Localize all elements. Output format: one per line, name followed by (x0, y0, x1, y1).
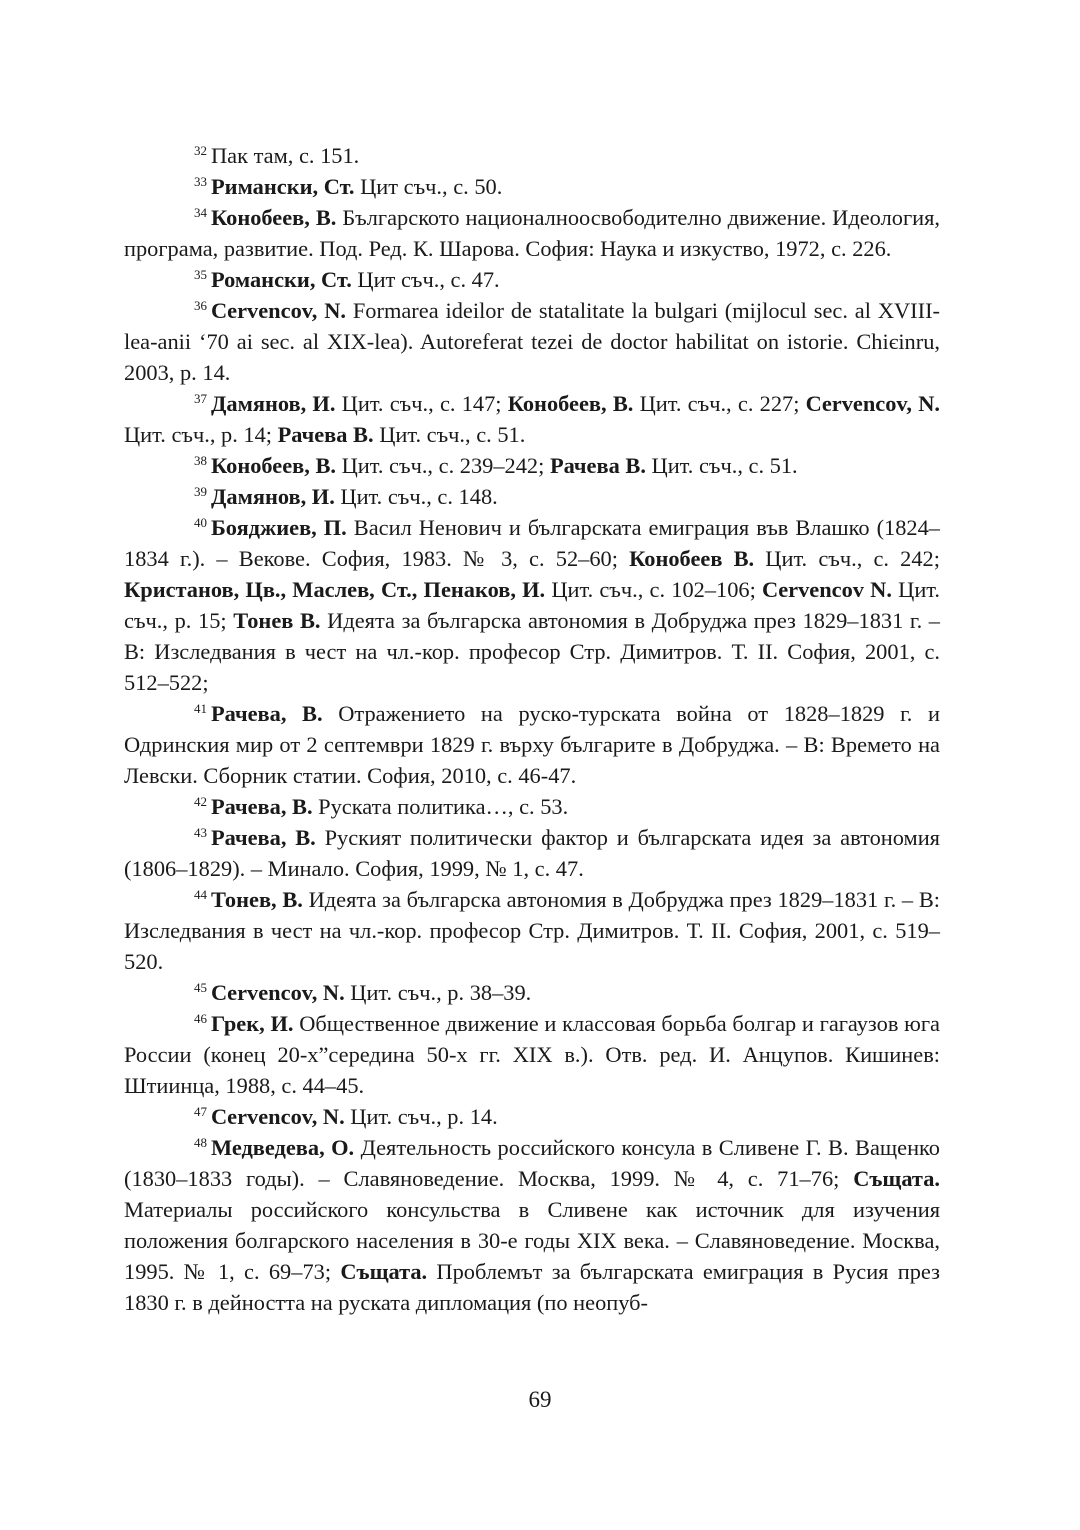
footnote-text: Цит. съч., с. 227; (633, 391, 806, 416)
footnote-number: 44 (194, 887, 207, 902)
footnote-text: Цит. съч., с. 51. (373, 422, 526, 447)
footnote-number: 32 (194, 143, 207, 158)
footnote-text: Цит. съч., с. 102–106; (545, 577, 763, 602)
footnote-number: 34 (194, 205, 207, 220)
footnote-number: 40 (194, 515, 207, 530)
footnote-author: Грек, И. (211, 1011, 294, 1036)
footnote-45 (124, 977, 940, 1008)
footnote-text: Руският политически фактор и българската идея за автономия (1806–1829). – Минало. София, 1999, № 1, с. 47. (124, 825, 940, 881)
footnote-number: 43 (194, 825, 207, 840)
footnote-author: Същата. (853, 1166, 940, 1191)
footnote-text: Formarea ideilor de statalitate la bulgari (mijlocul sec. al XVIII-lea-anii ‘70 ai sec. al XIX-lea). Autoreferat tezei de doctor habilitat on istorie. Chiєinru, 2003, p. 14. (124, 298, 940, 385)
footnote-number: 39 (194, 484, 207, 499)
footnote-number: 42 (194, 794, 207, 809)
footnote-text: Деятельность российского консула в Сливене Г. В. Ващенко (1830–1833 годы). – Славяноведение. Москва, 1999. № 4, с. 71–76; (124, 1135, 940, 1191)
footnote-text: Идеята за българска автономия в Добруджа през 1829–1831 г. – В: Изследвания в чест на чл.-кор. професор Стр. Димитров. Т. II. София, 2001, с. 512–522; (124, 608, 941, 695)
footnote-author: Рачева В. (549, 453, 646, 478)
footnote-author: Медведева, О. (211, 1135, 355, 1160)
footnote-text: Цит. съч., с. 51. (645, 453, 798, 478)
footnote-author: Конобеев, В. (507, 391, 634, 416)
footnote-text: Пак там, с. 151. (211, 143, 360, 168)
footnote-text: Цит. съч., с. 148. (334, 484, 498, 509)
footnote-32 (124, 140, 940, 171)
footnote-author: Бояджиев, П. (211, 515, 347, 540)
footnote-text: Цит. съч., p. 14; (124, 422, 278, 447)
footnote-number: 37 (194, 391, 207, 406)
footnote-text: Цит. съч., с. 239–242; (336, 453, 550, 478)
footnote-text: Цит съч., с. 47. (351, 267, 500, 292)
footnote-author: Cervencov, N. (211, 1104, 345, 1129)
footnote-47 (124, 1101, 940, 1132)
footnote-author: Cervencov, N. (805, 391, 940, 416)
footnote-text: Цит. съч., p. 15; (124, 577, 940, 633)
footnote-author: Конобеев В. (629, 546, 755, 571)
footnote-text: Отражението на руско-турската война от 1828–1829 г. и Одринския мир от 2 септември 1829 г. върху българите в Добруджа. – В: Времето на Левски. Сборник статии. София, 2010, с. 46-47. (124, 701, 940, 788)
footnote-number: 46 (194, 1011, 207, 1026)
footnote-author: Конобеев, В. (211, 205, 337, 230)
footnote-number: 41 (194, 701, 207, 716)
footnote-text: Общественное движение и классовая борьба болгар и гагаузов юга России (конец 20-х”середина 50-х гг. XIX в.). Отв. ред. И. Анцупов. Кишинев: Штиинца, 1988, с. 44–45. (124, 1011, 940, 1098)
footnote-author: Тонев В. (233, 608, 321, 633)
footnote-author: Cervencov, N. (211, 298, 346, 323)
footnote-41 (124, 698, 940, 791)
footnote-48 (124, 1132, 940, 1318)
footnote-number: 38 (194, 453, 207, 468)
page-number: 69 (528, 1387, 552, 1412)
footnote-text: Цит съч., с. 50. (354, 174, 503, 199)
footnote-author: Рачева В. (277, 422, 374, 447)
footnote-text: Цит. съч., p. 14. (344, 1104, 498, 1129)
footnote-34 (124, 202, 940, 264)
footnote-author: Cervencov, N. (211, 980, 345, 1005)
footnote-38 (124, 450, 940, 481)
footnotes-list (124, 140, 940, 1318)
footnote-37 (124, 388, 940, 450)
footnote-35 (124, 264, 940, 295)
footnote-text: Българското националноосвободително движение. Идеология, програма, развитие. Под. Ред. К. Шарова. София: Наука и изкуство, 1972, с. 226. (124, 205, 941, 261)
footnote-author: Дамянов, И. (211, 391, 336, 416)
footnote-author: Конобеев, В. (211, 453, 337, 478)
footnote-number: 45 (194, 980, 207, 995)
footnote-39 (124, 481, 940, 512)
footnote-author: Рачева, В. (211, 825, 316, 850)
footnote-text: Руската политика…, с. 53. (312, 794, 569, 819)
footnote-text: Васил Ненович и българската емиграция във Влашко (1824–1834 г.). – Векове. София, 1983. № 3, с. 52–60; (124, 515, 941, 571)
footnote-author: Рачева, В. (211, 794, 313, 819)
footnote-author: Кристанов, Цв., Маслев, Ст., Пенаков, И. (124, 577, 546, 602)
footnote-author: Дамянов, И. (211, 484, 335, 509)
footnote-33 (124, 171, 940, 202)
footnote-36 (124, 295, 940, 388)
footnote-text: Цит. съч., с. 242; (754, 546, 940, 571)
footnote-number: 35 (194, 267, 207, 282)
footnote-author: Римански, Ст. (211, 174, 355, 199)
footnote-text: Идеята за българска автономия в Добруджа през 1829–1831 г. – В: Изследвания в чест на чл.-кор. професор Стр. Димитров. Т. II. София, 2001, с. 519–520. (124, 887, 940, 974)
footnote-number: 48 (194, 1135, 207, 1150)
footnote-42 (124, 791, 940, 822)
footnote-43 (124, 822, 940, 884)
footnote-46 (124, 1008, 940, 1101)
footnote-author: Cervencov N. (762, 577, 892, 602)
footnote-number: 33 (194, 174, 207, 189)
footnote-author: Тонев, В. (211, 887, 303, 912)
footnote-number: 47 (194, 1104, 207, 1119)
footnote-40 (124, 512, 940, 698)
footnote-author: Същата. (340, 1259, 428, 1284)
footnote-text: Проблемът за българската емиграция в Русия през 1830 г. в дейността на руската дипломация (по неопуб- (124, 1259, 940, 1315)
footnote-author: Романски, Ст. (211, 267, 352, 292)
footnote-author: Рачева, В. (211, 701, 323, 726)
footnote-44 (124, 884, 940, 977)
footnote-text: Цит. съч., с. 147; (335, 391, 508, 416)
footnote-text: Материалы российского консульства в Сливене как источник для изучения положения болгарского населения в 30-е годы XIX века. – Славяноведение. Москва, 1995. № 1, с. 69–73; (124, 1197, 940, 1284)
footnote-number: 36 (194, 298, 207, 313)
footnote-text: Цит. съч., p. 38–39. (344, 980, 532, 1005)
